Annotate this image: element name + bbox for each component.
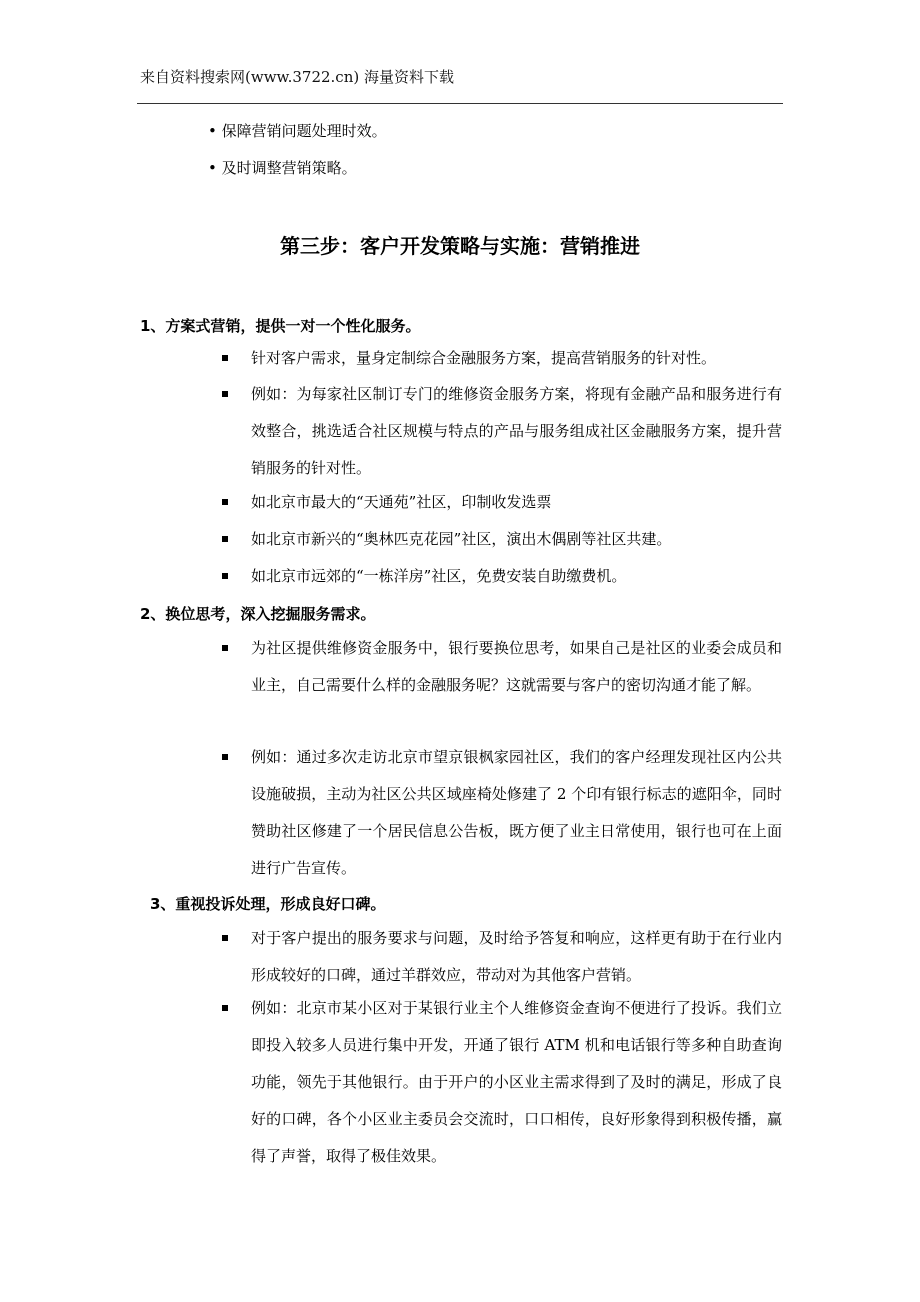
square-bullet-icon xyxy=(222,754,228,760)
section-heading-3: 3、重视投诉处理，形成良好口碑。 xyxy=(150,895,386,913)
intro-bullet: • 保障营销问题处理时效。 xyxy=(208,122,387,140)
square-bullet-icon xyxy=(222,935,228,941)
step-title: 第三步：客户开发策略与实施：营销推进 xyxy=(280,234,640,258)
section-heading-1: 1、方案式营销，提供一对一个性化服务。 xyxy=(140,317,421,335)
list-item xyxy=(222,630,782,704)
list-item-text: 如北京市最大的“天通苑”社区，印制收发选票 xyxy=(251,493,552,511)
list-item-text: 例如：为每家社区制订专门的维修资金服务方案，将现有金融产品和服务进行有效整合，挑选适合社区规模与特点的产品与服务组成社区金融服务方案，提升营销服务的针对性。 xyxy=(251,385,782,477)
list-item xyxy=(222,990,782,1175)
list-item-text: 针对客户需求，量身定制综合金融服务方案，提高营销服务的针对性。 xyxy=(251,349,717,367)
square-bullet-icon xyxy=(222,536,228,542)
section-heading-2: 2、换位思考，深入挖掘服务需求。 xyxy=(140,605,376,623)
list-item-text: 例如：北京市某小区对于某银行业主个人维修资金查询不便进行了投诉。我们立即投入较多人员进行集中开发，开通了银行 ATM 机和电话银行等多种自助查询功能，领先于其他银行。由于开户的小区业主需求得到了及时的满足，形成了良好的口碑，各个小区业主委员会交流时，口口相传，良好形象得到积极传播，赢得了声誉，取得了极佳效果。 xyxy=(251,999,782,1165)
square-bullet-icon xyxy=(222,1005,228,1011)
square-bullet-icon xyxy=(222,355,228,361)
list-item xyxy=(222,340,782,377)
list-item xyxy=(222,521,782,558)
square-bullet-icon xyxy=(222,499,228,505)
list-item xyxy=(222,484,782,521)
list-item-text: 对于客户提出的服务要求与问题，及时给予答复和响应，这样更有助于在行业内形成较好的口碑，通过羊群效应，带动对为其他客户营销。 xyxy=(251,929,782,984)
square-bullet-icon xyxy=(222,573,228,579)
list-item-text: 为社区提供维修资金服务中，银行要换位思考，如果自己是社区的业委会成员和业主，自己需要什么样的金融服务呢？这就需要与客户的密切沟通才能了解。 xyxy=(251,639,782,694)
list-item xyxy=(222,376,782,487)
square-bullet-icon xyxy=(222,391,228,397)
square-bullet-icon xyxy=(222,645,228,651)
intro-bullet: • 及时调整营销策略。 xyxy=(208,159,357,177)
list-item xyxy=(222,920,782,994)
list-item-text: 例如：通过多次走访北京市望京银枫家园社区，我们的客户经理发现社区内公共设施破损，主动为社区公共区域座椅处修建了 2 个印有银行标志的遮阳伞，同时赞助社区修建了一个居民信息公告板，既方便了业主日常使用，银行也可在上面进行广告宣传。 xyxy=(251,748,782,877)
page-header-source: 来自资料搜索网(www.3722.cn) 海量资料下载 xyxy=(140,68,454,86)
list-item xyxy=(222,739,782,887)
list-item xyxy=(222,558,782,595)
list-item-text: 如北京市远郊的“一栋洋房”社区，免费安装自助缴费机。 xyxy=(251,567,627,585)
header-divider xyxy=(137,103,783,104)
list-item-text: 如北京市新兴的“奥林匹克花园”社区，演出木偶剧等社区共建。 xyxy=(251,530,672,548)
